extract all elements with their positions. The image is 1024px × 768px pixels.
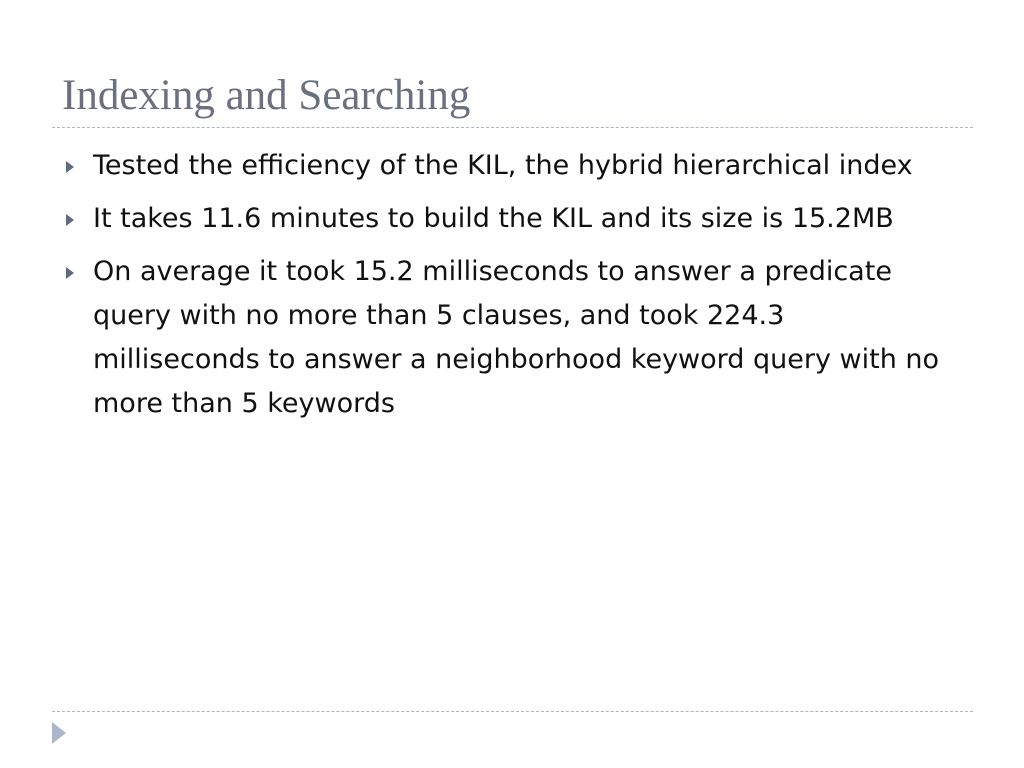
bullet-triangle-icon (66, 161, 74, 173)
bullet-text: On average it took 15.2 milliseconds to answer a predicate query with no more than 5 clauses, and took 224.3 milliseconds to answer a neighborhood keyword query with no more than 5 keywords (93, 256, 940, 419)
footer-divider (52, 711, 973, 712)
bullet-item (62, 144, 942, 188)
bullet-list (62, 144, 942, 435)
bullet-text: Tested the efficiency of the KIL, the hybrid hierarchical index (93, 150, 913, 181)
bullet-triangle-icon (66, 267, 74, 279)
slide-title: Indexing and Searching (62, 72, 471, 119)
bullet-text: It takes 11.6 minutes to build the KIL and its size is 15.2MB (93, 203, 894, 234)
title-divider (52, 127, 973, 128)
bullet-item (62, 197, 942, 241)
bullet-triangle-icon (66, 214, 74, 226)
footer-triangle-icon (52, 722, 66, 744)
bullet-item (62, 250, 942, 426)
